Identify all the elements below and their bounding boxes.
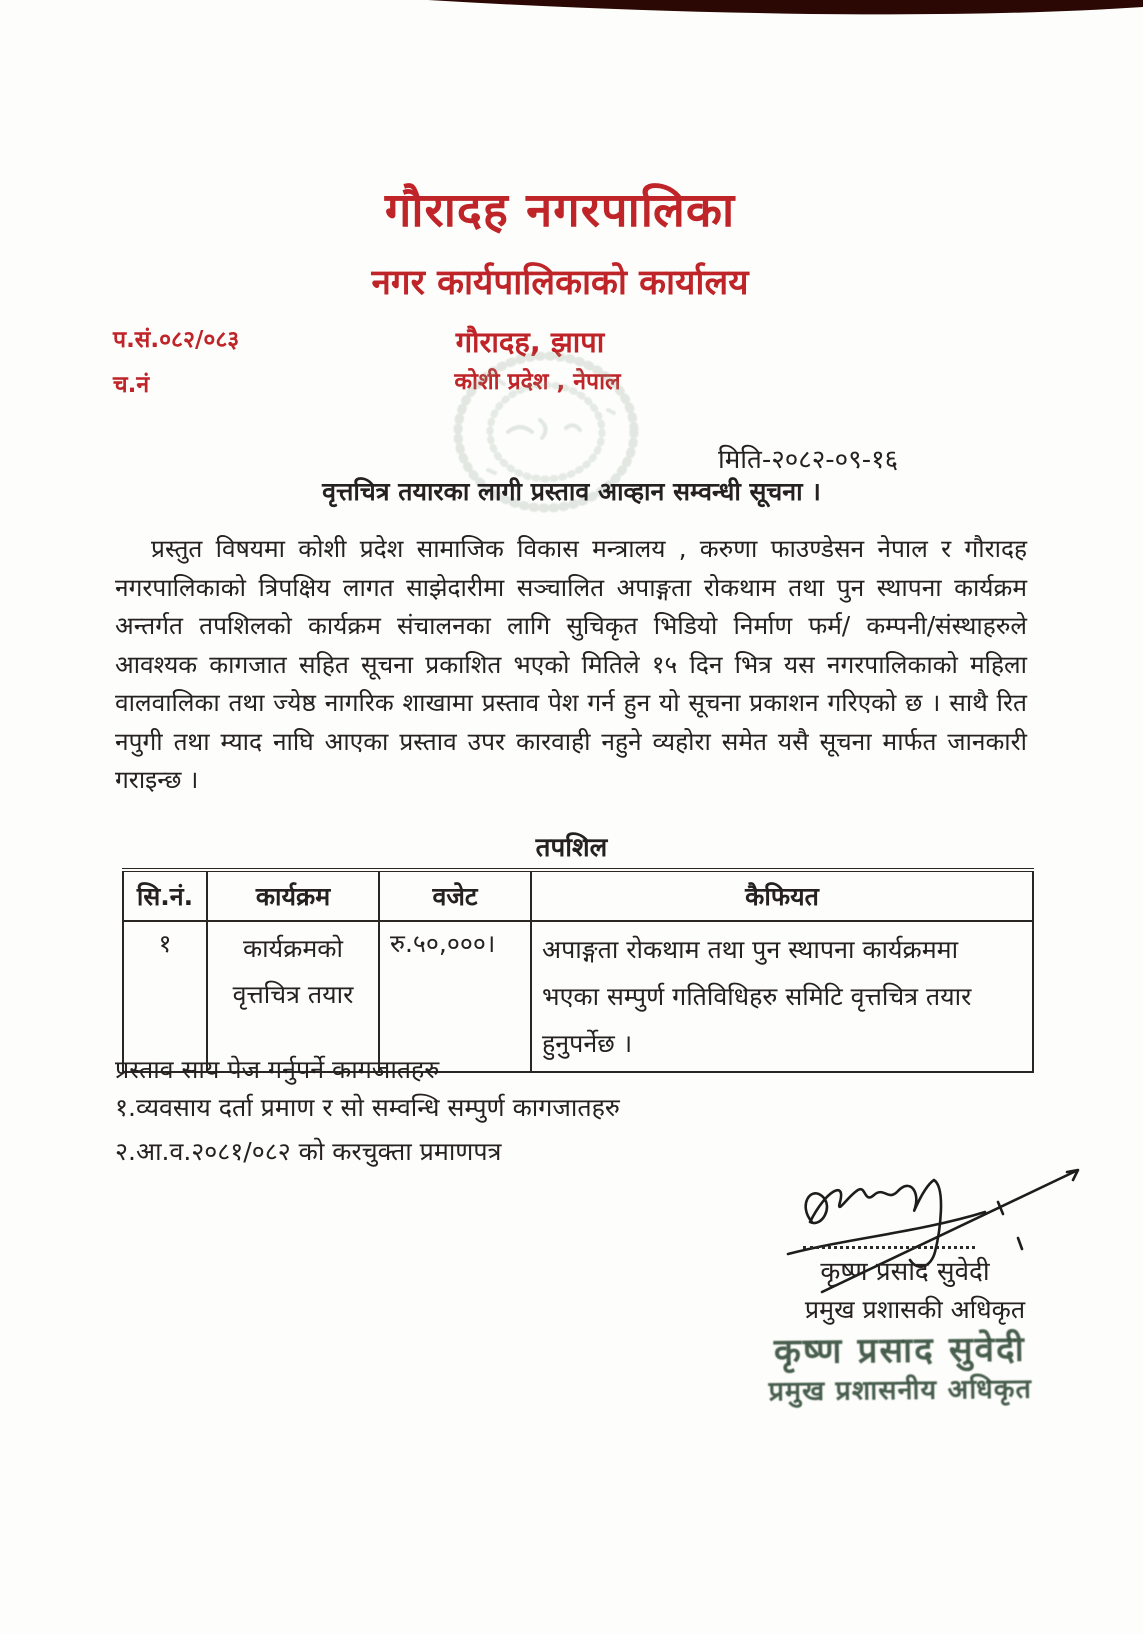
cell-remarks: अपाङ्गता रोकथाम तथा पुन स्थापना कार्यक्रममा भएका सम्पुर्ण गतिविधिहरु समिटि वृत्तचित्र तयार हुनुपर्नेछ । xyxy=(531,921,1033,1072)
scan-edge-artifact xyxy=(0,0,1143,22)
col-header-budget: वजेट xyxy=(379,870,531,921)
col-header-program: कार्यक्रम xyxy=(207,870,379,921)
program-detail-table xyxy=(122,868,1034,1073)
signature-dotted-line xyxy=(803,1228,975,1249)
body-paragraph: प्रस्तुत विषयमा कोशी प्रदेश सामाजिक विकास मन्त्रालय , करुणा फाउण्डेसन नेपाल र गौरादह नगरपालिकाको त्रिपक्षिय लागत साझेदारीमा सञ्चालित अपाङ्गता रोकथाम तथा पुन स्थापना कार्यक्रम अन्तर्गत तपशिलको कार्यक्रम संचालनका लागि सुचिकृत भिडियो निर्माण फर्म/ कम्पनी/संस्थाहरुले आवश्यक कागजात सहित सूचना प्रकाशित भएको मितिले १५ दिन भित्र यस नगरपालिकाको महिला वालवालिका तथा ज्येष्ठ नागरिक शाखामा प्रस्ताव पेश गर्न हुन यो सूचना प्रकाशन गरिएको छ । साथै रित नपुगी तथा म्याद नाघि आएका प्रस्ताव उपर कारवाही नहुने व्यहोरा समेत यसै सूचना मार्फत जानकारी गराइन्छ । xyxy=(115,534,1027,794)
municipality-title: गौरादह नगरपालिका xyxy=(384,183,736,238)
office-title: नगर कार्यपालिकाको कार्यालय xyxy=(371,263,749,303)
dispatch-number: च.नं xyxy=(113,372,150,398)
province-line: कोशी प्रदेश , नेपाल xyxy=(454,369,621,395)
attachment-item: १.व्यवसाय दर्ता प्रमाण र सो सम्वन्धि सम्पुर्ण कागजातहरु xyxy=(115,1093,620,1122)
place-line: गौरादह, झापा xyxy=(455,325,605,359)
reference-numbers xyxy=(113,318,239,408)
table-header-row xyxy=(123,870,1033,921)
table-row xyxy=(123,921,1033,1072)
cell-budget: रु.५०,०००। xyxy=(379,921,531,1072)
signatory-title: प्रमुख प्रशासकी अधिकृत xyxy=(804,1295,1026,1324)
attachments-heading: प्रस्ताव साय पेज गर्नुपर्ने कागजातहरु xyxy=(115,1055,440,1084)
subject-line: वृत्तचित्र तयारका लागी प्रस्ताव आव्हान सम्वन्धी सूचना । xyxy=(322,477,821,506)
attachment-item: २.आ.व.२०८१/०८२ को करचुक्ता प्रमाणपत्र xyxy=(115,1137,502,1166)
stamp-name: कृष्ण प्रसाद सुवेदी xyxy=(773,1329,1026,1373)
signatory-name: कृष्ण प्रसाद सुवेदी xyxy=(820,1257,990,1287)
letter-number: प.सं.०८२/०८३ xyxy=(113,327,240,353)
cell-program: कार्यक्रमको वृत्तचित्र तयार xyxy=(207,921,379,1072)
letter-date: मिति-२०८२-०९-१६ xyxy=(718,445,899,475)
col-header-sn: सि.नं. xyxy=(123,870,207,921)
cell-sn: १ xyxy=(123,921,207,1072)
name-stamp xyxy=(720,1326,1081,1410)
stamp-title: प्रमुख प्रशासनीय अधिकृत xyxy=(768,1373,1033,1408)
table-caption: तपशिल xyxy=(535,833,608,863)
col-header-remarks: कैफियत xyxy=(531,870,1033,921)
